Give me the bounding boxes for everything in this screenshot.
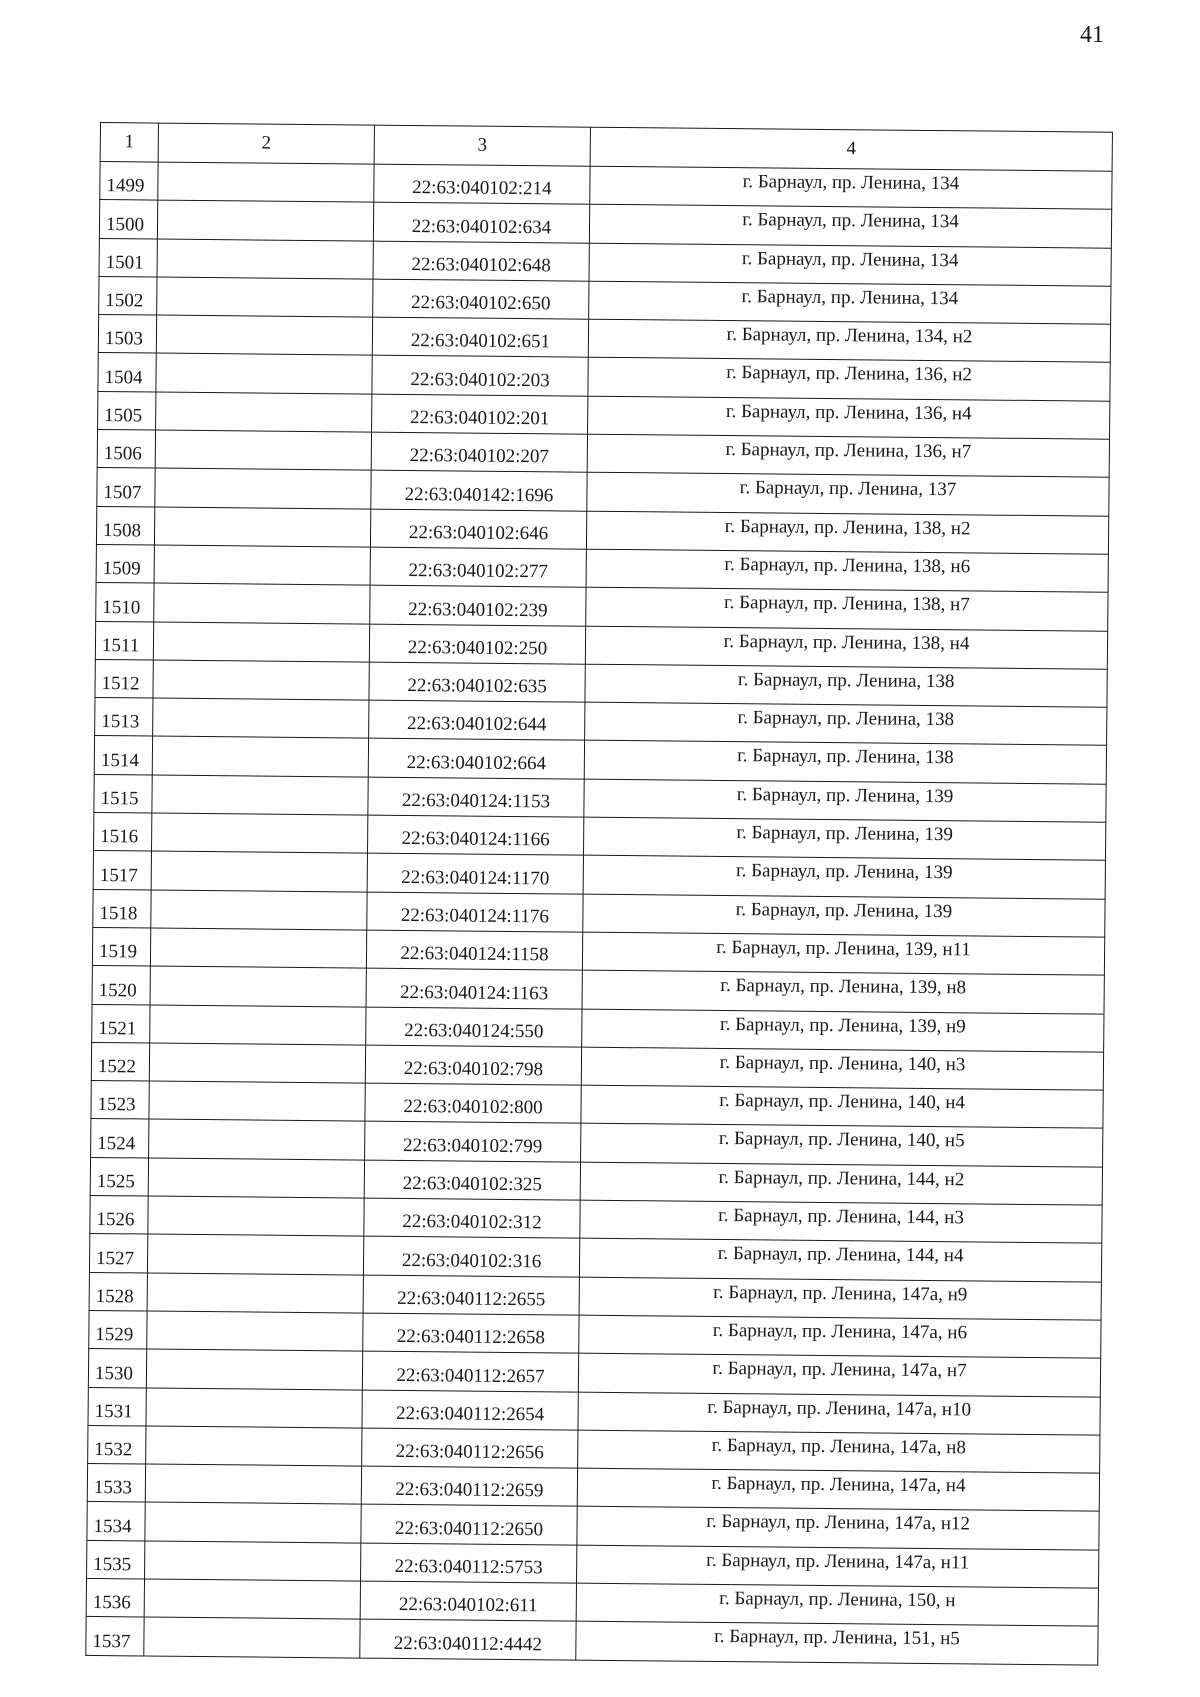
address-cell: г. Барнаул, пр. Ленина, 136, н4 xyxy=(588,396,1110,439)
row-number-cell: 1502 xyxy=(99,276,157,315)
address-cell: г. Барнаул, пр. Ленина, 138, н6 xyxy=(586,549,1108,592)
row-number-cell: 1532 xyxy=(88,1425,146,1464)
empty-cell xyxy=(145,1464,361,1504)
empty-cell xyxy=(155,430,371,470)
address-cell: г. Барнаул, пр. Ленина, 138, н4 xyxy=(585,626,1107,669)
cadastral-number-cell: 22:63:040102:214 xyxy=(374,164,590,204)
cadastral-number-cell: 22:63:040102:799 xyxy=(365,1122,581,1162)
cadastral-number-cell: 22:63:040102:646 xyxy=(370,509,586,549)
address-cell: г. Барнаул, пр. Ленина, 147а, н12 xyxy=(577,1507,1099,1550)
address-cell: г. Барнаул, пр. Ленина, 147а, н7 xyxy=(578,1353,1100,1396)
empty-cell xyxy=(152,813,368,853)
empty-cell xyxy=(152,736,368,776)
address-cell: г. Барнаул, пр. Ленина, 144, н3 xyxy=(580,1200,1102,1243)
row-number-cell: 1513 xyxy=(95,698,153,737)
empty-cell xyxy=(157,239,373,279)
empty-cell xyxy=(144,1617,360,1657)
document-table-container xyxy=(85,122,1112,1665)
empty-cell xyxy=(153,660,369,700)
address-cell: г. Барнаул, пр. Ленина, 138, н2 xyxy=(586,511,1108,554)
empty-cell xyxy=(156,315,372,355)
row-number-cell: 1524 xyxy=(91,1119,149,1158)
cadastral-number-cell: 22:63:040102:316 xyxy=(363,1236,579,1276)
empty-cell xyxy=(145,1541,361,1581)
row-number-cell: 1508 xyxy=(96,506,154,545)
cadastral-number-cell: 22:63:040102:644 xyxy=(369,700,585,740)
row-number-cell: 1500 xyxy=(99,200,157,239)
row-number-cell: 1503 xyxy=(98,315,156,354)
address-cell: г. Барнаул, пр. Ленина, 138, н7 xyxy=(586,587,1108,630)
cadastral-number-cell: 22:63:040124:1158 xyxy=(366,930,582,970)
address-cell: г. Барнаул, пр. Ленина, 147а, н6 xyxy=(579,1315,1101,1358)
row-number-cell: 1537 xyxy=(86,1617,144,1656)
header-col-1: 1 xyxy=(100,123,158,163)
empty-cell xyxy=(151,890,367,930)
address-cell: г. Барнаул, пр. Ленина, 147а, н4 xyxy=(577,1468,1099,1511)
row-number-cell: 1505 xyxy=(98,391,156,430)
empty-cell xyxy=(149,1043,365,1083)
empty-cell xyxy=(147,1234,363,1274)
empty-cell xyxy=(158,162,374,202)
address-cell: г. Барнаул, пр. Ленина, 147а, н11 xyxy=(576,1545,1098,1588)
row-number-cell: 1533 xyxy=(87,1464,145,1503)
empty-cell xyxy=(154,507,370,547)
cadastral-number-cell: 22:63:040102:325 xyxy=(364,1160,580,1200)
empty-cell xyxy=(155,468,371,508)
address-cell: г. Барнаул, пр. Ленина, 134 xyxy=(589,281,1111,324)
empty-cell xyxy=(154,583,370,623)
address-cell: г. Барнаул, пр. Ленина, 139, н9 xyxy=(582,1009,1104,1052)
empty-cell xyxy=(146,1349,362,1389)
address-cell: г. Барнаул, пр. Ленина, 139, н8 xyxy=(582,970,1104,1013)
address-cell: г. Барнаул, пр. Ленина, 147а, н9 xyxy=(579,1277,1101,1320)
row-number-cell: 1506 xyxy=(97,430,155,469)
cadastral-number-cell: 22:63:040112:2659 xyxy=(361,1466,577,1506)
page-number: 41 xyxy=(1080,22,1104,48)
property-table xyxy=(85,122,1113,1665)
address-cell: г. Барнаул, пр. Ленина, 139, н11 xyxy=(582,932,1104,975)
address-cell: г. Барнаул, пр. Ленина, 134 xyxy=(589,243,1111,286)
cadastral-number-cell: 22:63:040112:2655 xyxy=(363,1275,579,1315)
row-number-cell: 1507 xyxy=(97,468,155,507)
row-number-cell: 1522 xyxy=(91,1042,149,1081)
address-cell: г. Барнаул, пр. Ленина, 150, н xyxy=(576,1583,1098,1626)
empty-cell xyxy=(149,1119,365,1159)
empty-cell xyxy=(151,851,367,891)
row-number-cell: 1529 xyxy=(89,1310,147,1349)
row-number-cell: 1523 xyxy=(91,1081,149,1120)
empty-cell xyxy=(147,1311,363,1351)
row-number-cell: 1499 xyxy=(100,162,158,201)
address-cell: г. Барнаул, пр. Ленина, 140, н4 xyxy=(581,1085,1103,1128)
address-cell: г. Барнаул, пр. Ленина, 134 xyxy=(590,166,1112,209)
empty-cell xyxy=(144,1579,360,1619)
cadastral-number-cell: 22:63:040124:1153 xyxy=(368,777,584,817)
cadastral-number-cell: 22:63:040102:800 xyxy=(365,1083,581,1123)
row-number-cell: 1514 xyxy=(94,736,152,775)
cadastral-number-cell: 22:63:040102:635 xyxy=(369,662,585,702)
address-cell: г. Барнаул, пр. Ленина, 144, н2 xyxy=(580,1162,1102,1205)
address-cell: г. Барнаул, пр. Ленина, 139 xyxy=(584,779,1106,822)
cadastral-number-cell: 22:63:040112:2657 xyxy=(362,1351,578,1391)
row-number-cell: 1509 xyxy=(96,544,154,583)
row-number-cell: 1512 xyxy=(95,659,153,698)
address-cell: г. Барнаул, пр. Ленина, 134 xyxy=(589,205,1111,248)
cadastral-number-cell: 22:63:040112:2654 xyxy=(362,1390,578,1430)
header-col-3: 3 xyxy=(374,125,590,166)
empty-cell xyxy=(148,1196,364,1236)
empty-cell xyxy=(148,1158,364,1198)
empty-cell xyxy=(147,1273,363,1313)
address-cell: г. Барнаул, пр. Ленина, 140, н5 xyxy=(581,1124,1103,1167)
empty-cell xyxy=(146,1388,362,1428)
cadastral-number-cell: 22:63:040102:651 xyxy=(372,317,588,357)
cadastral-number-cell: 22:63:040124:1176 xyxy=(367,892,583,932)
row-number-cell: 1535 xyxy=(87,1540,145,1579)
row-number-cell: 1534 xyxy=(87,1502,145,1541)
row-number-cell: 1531 xyxy=(88,1387,146,1426)
empty-cell xyxy=(149,1081,365,1121)
row-number-cell: 1530 xyxy=(88,1349,146,1388)
empty-cell xyxy=(145,1502,361,1542)
empty-cell xyxy=(153,622,369,662)
address-cell: г. Барнаул, пр. Ленина, 137 xyxy=(587,473,1109,516)
cadastral-number-cell: 22:63:040102:239 xyxy=(370,585,586,625)
address-cell: г. Барнаул, пр. Ленина, 138 xyxy=(585,702,1107,745)
row-number-cell: 1515 xyxy=(94,774,152,813)
cadastral-number-cell: 22:63:040102:203 xyxy=(372,356,588,396)
empty-cell xyxy=(157,200,373,240)
cadastral-number-cell: 22:63:040112:2656 xyxy=(362,1428,578,1468)
empty-cell xyxy=(150,928,366,968)
table-body xyxy=(86,123,1113,1665)
cadastral-number-cell: 22:63:040102:648 xyxy=(373,241,589,281)
address-cell: г. Барнаул, пр. Ленина, 140, н3 xyxy=(581,1047,1103,1090)
row-number-cell: 1528 xyxy=(89,1272,147,1311)
address-cell: г. Барнаул, пр. Ленина, 134, н2 xyxy=(588,319,1110,362)
empty-cell xyxy=(154,545,370,585)
cadastral-number-cell: 22:63:040112:2650 xyxy=(361,1504,577,1544)
row-number-cell: 1504 xyxy=(98,353,156,392)
header-col-2: 2 xyxy=(158,123,374,164)
address-cell: г. Барнаул, пр. Ленина, 139 xyxy=(583,817,1105,860)
cadastral-number-cell: 22:63:040124:1170 xyxy=(367,853,583,893)
cadastral-number-cell: 22:63:040102:250 xyxy=(369,624,585,664)
row-number-cell: 1518 xyxy=(93,889,151,928)
cadastral-number-cell: 22:63:040102:650 xyxy=(373,279,589,319)
row-number-cell: 1516 xyxy=(94,813,152,852)
empty-cell xyxy=(153,698,369,738)
cadastral-number-cell: 22:63:040112:4442 xyxy=(360,1619,576,1659)
address-cell: г. Барнаул, пр. Ленина, 138 xyxy=(585,664,1107,707)
empty-cell xyxy=(146,1426,362,1466)
address-cell: г. Барнаул, пр. Ленина, 138 xyxy=(584,741,1106,784)
empty-cell xyxy=(157,277,373,317)
cadastral-number-cell: 22:63:040102:312 xyxy=(364,1198,580,1238)
row-number-cell: 1521 xyxy=(92,1004,150,1043)
row-number-cell: 1520 xyxy=(92,966,150,1005)
row-number-cell: 1517 xyxy=(93,851,151,890)
row-number-cell: 1527 xyxy=(89,1234,147,1273)
empty-cell xyxy=(150,966,366,1006)
empty-cell xyxy=(152,775,368,815)
cadastral-number-cell: 22:63:040142:1696 xyxy=(371,470,587,510)
row-number-cell: 1519 xyxy=(92,927,150,966)
header-col-4: 4 xyxy=(590,127,1112,171)
address-cell: г. Барнаул, пр. Ленина, 144, н4 xyxy=(579,1238,1101,1281)
cadastral-number-cell: 22:63:040124:1166 xyxy=(367,815,583,855)
address-cell: г. Барнаул, пр. Ленина, 139 xyxy=(583,894,1105,937)
address-cell: г. Барнаул, пр. Ленина, 147а, н10 xyxy=(578,1392,1100,1435)
row-number-cell: 1511 xyxy=(95,621,153,660)
address-cell: г. Барнаул, пр. Ленина, 139 xyxy=(583,856,1105,899)
cadastral-number-cell: 22:63:040102:611 xyxy=(360,1581,576,1621)
cadastral-number-cell: 22:63:040124:1163 xyxy=(366,968,582,1008)
row-number-cell: 1510 xyxy=(96,583,154,622)
empty-cell xyxy=(156,354,372,394)
address-cell: г. Барнаул, пр. Ленина, 136, н2 xyxy=(588,358,1110,401)
cadastral-number-cell: 22:63:040112:2658 xyxy=(363,1313,579,1353)
empty-cell xyxy=(156,392,372,432)
cadastral-number-cell: 22:63:040102:277 xyxy=(370,547,586,587)
row-number-cell: 1525 xyxy=(90,1157,148,1196)
cadastral-number-cell: 22:63:040102:664 xyxy=(368,739,584,779)
cadastral-number-cell: 22:63:040102:207 xyxy=(371,432,587,472)
row-number-cell: 1526 xyxy=(90,1195,148,1234)
address-cell: г. Барнаул, пр. Ленина, 147а, н8 xyxy=(578,1430,1100,1473)
row-number-cell: 1501 xyxy=(99,238,157,277)
cadastral-number-cell: 22:63:040102:201 xyxy=(372,394,588,434)
row-number-cell: 1536 xyxy=(86,1578,144,1617)
address-cell: г. Барнаул, пр. Ленина, 136, н7 xyxy=(587,434,1109,477)
cadastral-number-cell: 22:63:040102:634 xyxy=(373,202,589,242)
cadastral-number-cell: 22:63:040124:550 xyxy=(366,1007,582,1047)
address-cell: г. Барнаул, пр. Ленина, 151, н5 xyxy=(576,1621,1098,1664)
empty-cell xyxy=(150,1005,366,1045)
cadastral-number-cell: 22:63:040102:798 xyxy=(365,1045,581,1085)
cadastral-number-cell: 22:63:040112:5753 xyxy=(361,1543,577,1583)
